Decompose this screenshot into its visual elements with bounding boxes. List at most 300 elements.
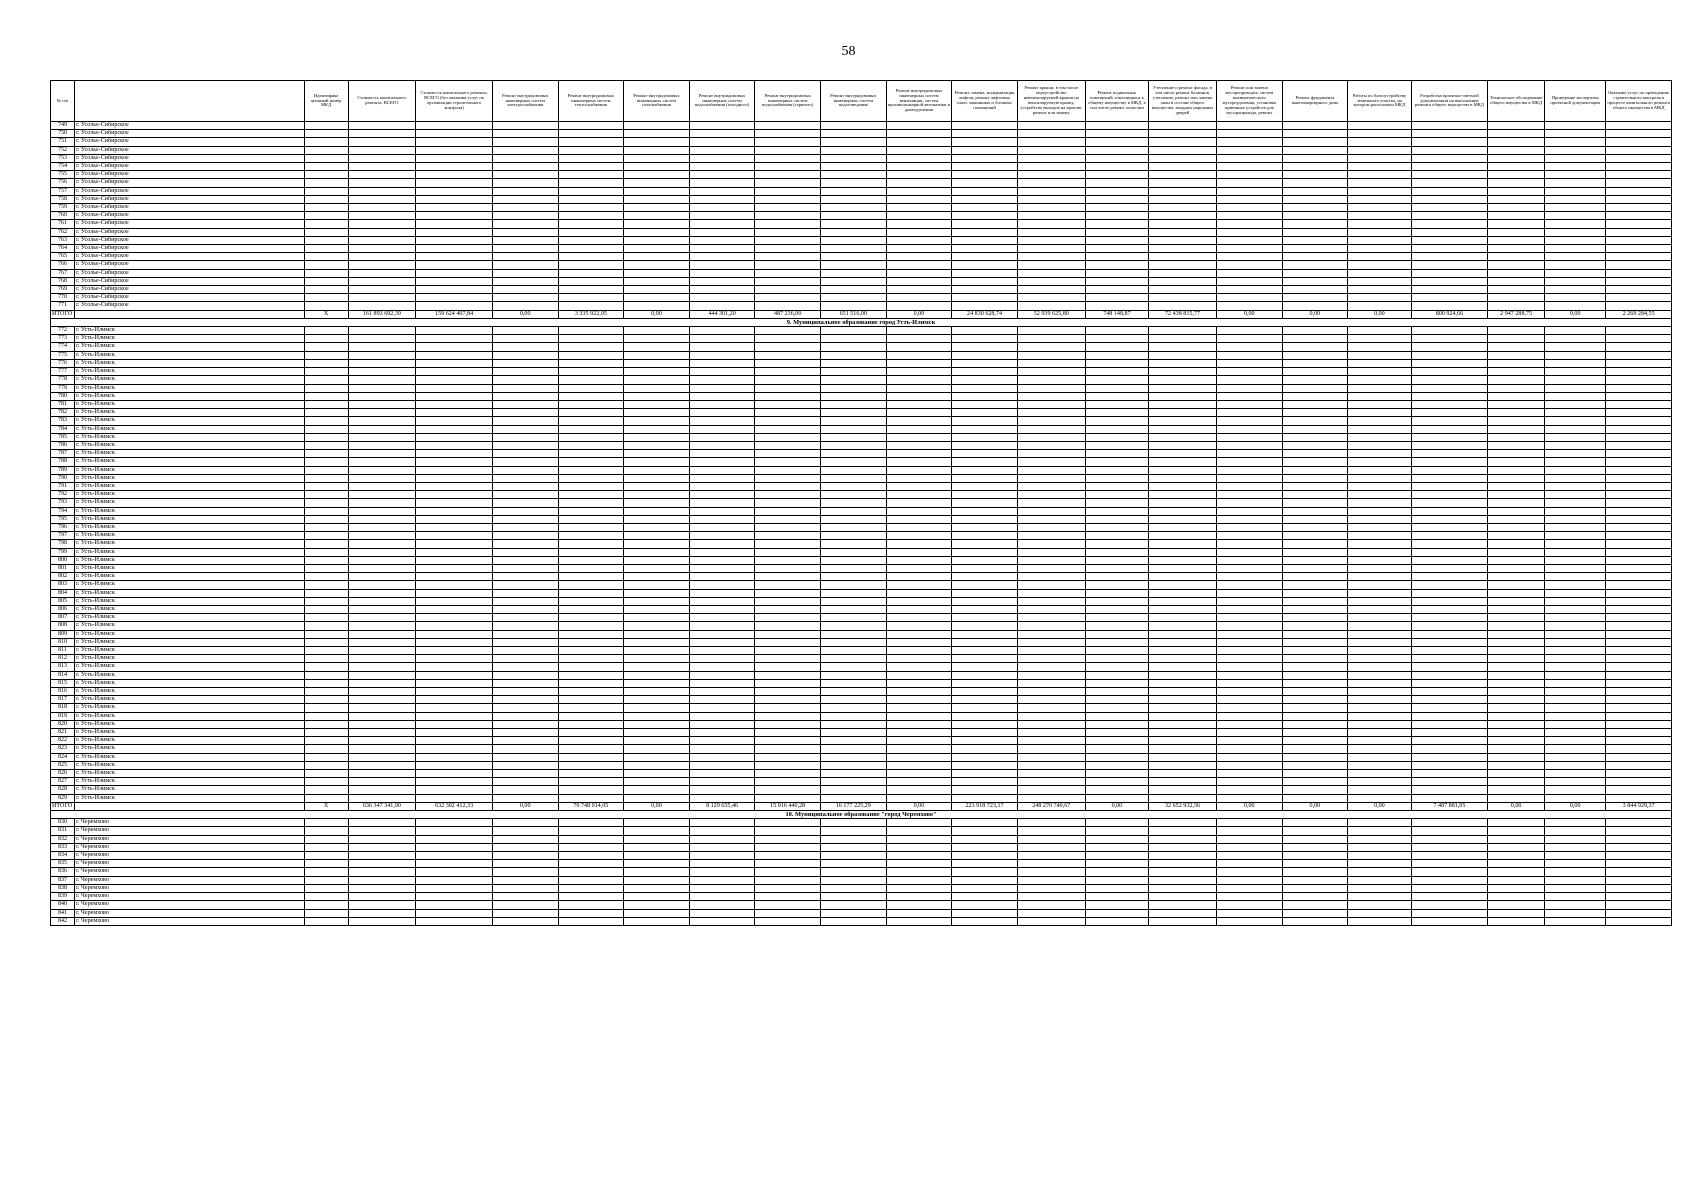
value-cell [1411,778,1488,786]
value-cell [1216,138,1282,146]
value-cell [1149,154,1217,162]
value-cell [304,843,348,851]
value-cell [1348,901,1411,909]
value-cell: 0,00 [624,310,690,318]
value-cell [1149,499,1217,507]
value-cell [1488,770,1545,778]
value-cell [952,884,1018,892]
value-cell [689,384,755,392]
address-cell: г. Усолье-Сибирское [75,236,305,244]
value-cell [1017,884,1085,892]
value-cell [1017,212,1085,220]
value-cell [886,737,952,745]
value-cell [492,688,558,696]
value-cell [1282,663,1348,671]
address-cell: г. Усть-Илимск [75,441,305,449]
value-cell [952,786,1018,794]
value-cell [755,286,821,294]
value-cell [1488,253,1545,261]
value-cell [689,122,755,130]
value-cell [1488,302,1545,310]
row-number-cell: 820 [51,720,75,728]
value-cell [689,655,755,663]
value-cell [755,622,821,630]
value-cell [952,729,1018,737]
value-cell [1606,827,1672,835]
value-cell [1017,130,1085,138]
value-cell [1085,614,1148,622]
value-cell [1216,794,1282,802]
value-cell [348,195,416,203]
value-cell [1282,704,1348,712]
value-cell [1282,376,1348,384]
value-cell [1411,679,1488,687]
table-row [51,720,1672,728]
value-cell [886,474,952,482]
value-cell [304,277,348,285]
value-cell [1017,253,1085,261]
value-cell [1085,384,1148,392]
value-cell [348,671,416,679]
value-cell [348,753,416,761]
value-cell [952,392,1018,400]
value-cell [1282,187,1348,195]
address-cell: г. Усолье-Сибирское [75,245,305,253]
row-number-cell: 822 [51,737,75,745]
value-cell [304,909,348,917]
value-cell [1085,171,1148,179]
value-cell [492,843,558,851]
address-cell: г. Усть-Илимск [75,327,305,335]
value-cell [1017,294,1085,302]
value-cell [304,515,348,523]
value-cell [416,138,493,146]
value-cell [416,335,493,343]
value-cell [1545,384,1606,392]
value-cell [821,737,887,745]
value-cell [416,729,493,737]
row-number-cell: 804 [51,589,75,597]
value-cell [416,302,493,310]
value-cell [624,688,690,696]
value-cell [492,458,558,466]
value-cell [755,212,821,220]
value-cell [1348,343,1411,351]
value-cell [1488,204,1545,212]
value-cell [624,753,690,761]
value-cell [821,819,887,827]
value-cell [348,212,416,220]
value-cell [1411,564,1488,572]
value-cell [1149,343,1217,351]
value-cell [1282,245,1348,253]
value-cell [1282,737,1348,745]
value-cell [952,261,1018,269]
row-number-cell: 801 [51,564,75,572]
value-cell [952,655,1018,663]
value-cell [1017,376,1085,384]
value-cell [1488,868,1545,876]
value-cell [689,400,755,408]
value-cell [1606,286,1672,294]
value-cell [821,335,887,343]
value-cell [821,474,887,482]
value-cell [416,884,493,892]
value-cell [1488,573,1545,581]
value-cell [821,515,887,523]
value-cell [558,786,624,794]
value-cell [1216,835,1282,843]
value-cell [558,597,624,605]
row-number-cell: 817 [51,696,75,704]
value-cell [952,893,1018,901]
value-cell [304,688,348,696]
value-cell [821,868,887,876]
value-cell [755,630,821,638]
value-cell [1149,745,1217,753]
row-number-cell: 761 [51,220,75,228]
value-cell [1545,532,1606,540]
value-cell [952,860,1018,868]
value-cell [624,130,690,138]
value-cell [1348,187,1411,195]
address-cell: г. Черемхово [75,852,305,860]
address-cell: г. Усть-Илимск [75,720,305,728]
value-cell [1282,195,1348,203]
address-cell: г. Усть-Илимск [75,491,305,499]
value-cell [886,761,952,769]
value-cell [1216,909,1282,917]
value-cell [1282,622,1348,630]
value-cell [952,220,1018,228]
value-cell [755,507,821,515]
value-cell [755,876,821,884]
value-cell [492,852,558,860]
header-cell: Проведение экспертизы проектной документации [1545,81,1606,122]
value-cell [1017,286,1085,294]
value-cell [1545,597,1606,605]
value-cell [348,441,416,449]
value-cell [1085,540,1148,548]
value-cell [1149,507,1217,515]
value-cell [1545,122,1606,130]
value-cell [1606,204,1672,212]
value-cell [821,220,887,228]
value-cell [952,450,1018,458]
value-cell [755,737,821,745]
table-row [51,671,1672,679]
value-cell [1149,179,1217,187]
value-cell [1085,655,1148,663]
address-cell: г. Усть-Илимск [75,466,305,474]
value-cell [558,491,624,499]
value-cell [1488,778,1545,786]
row-number-cell: 815 [51,679,75,687]
value-cell [304,204,348,212]
value-cell [1606,573,1672,581]
value-cell [952,384,1018,392]
value-cell [821,425,887,433]
value-cell [755,179,821,187]
address-cell: г. Черемхово [75,917,305,925]
value-cell [1606,154,1672,162]
value-cell [624,901,690,909]
value-cell [1017,671,1085,679]
value-cell [1085,212,1148,220]
value-cell [1488,269,1545,277]
value-cell [1545,794,1606,802]
value-cell [1545,778,1606,786]
value-cell [1282,909,1348,917]
value-cell [348,277,416,285]
value-cell [1545,860,1606,868]
value-cell: 79 748 914,05 [558,802,624,810]
value-cell [1085,343,1148,351]
value-cell [1545,901,1606,909]
value-cell [416,269,493,277]
value-cell [1545,638,1606,646]
value-cell [1411,876,1488,884]
value-cell [1545,843,1606,851]
value-cell [492,745,558,753]
value-cell [1216,884,1282,892]
value-cell [1606,417,1672,425]
value-cell: 2 269 284,55 [1606,310,1672,318]
value-cell [886,564,952,572]
value-cell: 748 148,87 [1085,310,1148,318]
value-cell [558,638,624,646]
value-cell [1606,245,1672,253]
table-row [51,458,1672,466]
row-number-cell: 749 [51,122,75,130]
value-cell: 0,00 [1216,310,1282,318]
value-cell [1545,663,1606,671]
row-number-cell: 838 [51,884,75,892]
value-cell [1348,499,1411,507]
value-cell [755,573,821,581]
value-cell [1282,351,1348,359]
value-cell [952,696,1018,704]
value-cell [1149,843,1217,851]
value-cell [1488,605,1545,613]
value-cell [1606,868,1672,876]
address-cell: г. Черемхово [75,901,305,909]
value-cell [689,770,755,778]
table-row [51,269,1672,277]
value-cell [1085,901,1148,909]
address-cell: г. Усть-Илимск [75,696,305,704]
value-cell [624,515,690,523]
value-cell [755,852,821,860]
value-cell [1606,425,1672,433]
value-cell [886,269,952,277]
value-cell [1216,893,1282,901]
value-cell [348,729,416,737]
value-cell [1606,228,1672,236]
value-cell [1282,868,1348,876]
value-cell [1348,179,1411,187]
value-cell [1348,704,1411,712]
value-cell [304,122,348,130]
value-cell [1085,261,1148,269]
row-number-cell: 807 [51,614,75,622]
value-cell [348,917,416,925]
value-cell [952,868,1018,876]
value-cell [558,294,624,302]
value-cell [348,548,416,556]
value-cell [689,523,755,531]
value-cell [689,294,755,302]
value-cell [1606,146,1672,154]
value-cell [821,630,887,638]
value-cell [821,671,887,679]
value-cell [1216,491,1282,499]
value-cell [1282,679,1348,687]
value-cell [1606,368,1672,376]
value-cell [1411,819,1488,827]
value-cell [886,852,952,860]
value-cell [624,679,690,687]
value-cell [1149,737,1217,745]
value-cell [558,286,624,294]
value-cell [886,171,952,179]
value-cell [304,655,348,663]
value-cell [1348,466,1411,474]
value-cell [1085,630,1148,638]
value-cell [1085,204,1148,212]
value-cell [886,827,952,835]
value-cell [558,532,624,540]
value-cell [886,261,952,269]
table-row [51,909,1672,917]
value-cell [304,860,348,868]
value-cell [1282,179,1348,187]
value-cell [1085,236,1148,244]
value-cell [1348,712,1411,720]
value-cell [1149,835,1217,843]
value-cell [558,655,624,663]
value-cell [1606,655,1672,663]
value-cell [689,753,755,761]
value-cell [1216,441,1282,449]
value-cell [886,523,952,531]
value-cell [1017,458,1085,466]
value-cell [821,458,887,466]
value-cell [304,441,348,449]
value-cell [1216,302,1282,310]
value-cell [1216,368,1282,376]
value-cell [1411,622,1488,630]
value-cell [1085,696,1148,704]
value-cell [492,786,558,794]
value-cell [1216,827,1282,835]
value-cell [558,261,624,269]
value-cell [1348,384,1411,392]
value-cell [1216,679,1282,687]
table-row [51,786,1672,794]
row-number-cell: 779 [51,384,75,392]
value-cell [821,564,887,572]
value-cell [1411,417,1488,425]
value-cell [1606,327,1672,335]
value-cell [1606,482,1672,490]
value-cell [1216,876,1282,884]
value-cell [1411,737,1488,745]
value-cell [492,507,558,515]
table-row [51,630,1672,638]
value-cell [348,893,416,901]
value-cell [1017,827,1085,835]
value-cell [558,852,624,860]
value-cell [492,376,558,384]
value-cell [1216,729,1282,737]
value-cell [416,523,493,531]
value-cell [492,236,558,244]
table-row [51,876,1672,884]
table-row [51,491,1672,499]
value-cell [1545,540,1606,548]
value-cell: X [304,802,348,810]
value-cell [348,138,416,146]
value-cell [1282,220,1348,228]
value-cell [1085,425,1148,433]
value-cell [1606,556,1672,564]
table-row [51,466,1672,474]
value-cell [492,868,558,876]
value-cell [348,474,416,482]
value-cell [416,761,493,769]
value-cell [1149,433,1217,441]
value-cell [416,835,493,843]
value-cell [416,564,493,572]
value-cell [558,253,624,261]
value-cell [1282,441,1348,449]
value-cell [1085,277,1148,285]
value-cell [1085,573,1148,581]
value-cell [492,893,558,901]
value-cell [1606,261,1672,269]
table-body [51,122,1672,926]
value-cell [1149,564,1217,572]
value-cell [689,458,755,466]
row-number-cell: 830 [51,819,75,827]
value-cell [1606,581,1672,589]
address-cell: г. Усть-Илимск [75,786,305,794]
row-number-cell: 790 [51,474,75,482]
value-cell [1149,696,1217,704]
value-cell [348,392,416,400]
value-cell [1149,368,1217,376]
value-cell [492,614,558,622]
value-cell [304,261,348,269]
value-cell [755,294,821,302]
value-cell [952,286,1018,294]
value-cell [755,253,821,261]
value-cell [1149,647,1217,655]
value-cell [416,843,493,851]
value-cell [886,384,952,392]
value-cell [1348,573,1411,581]
value-cell [821,507,887,515]
value-cell [689,909,755,917]
value-cell [492,860,558,868]
value-cell [1606,745,1672,753]
row-number-cell: 808 [51,622,75,630]
value-cell [1545,581,1606,589]
value-cell [1017,491,1085,499]
value-cell [1606,704,1672,712]
value-cell [755,277,821,285]
